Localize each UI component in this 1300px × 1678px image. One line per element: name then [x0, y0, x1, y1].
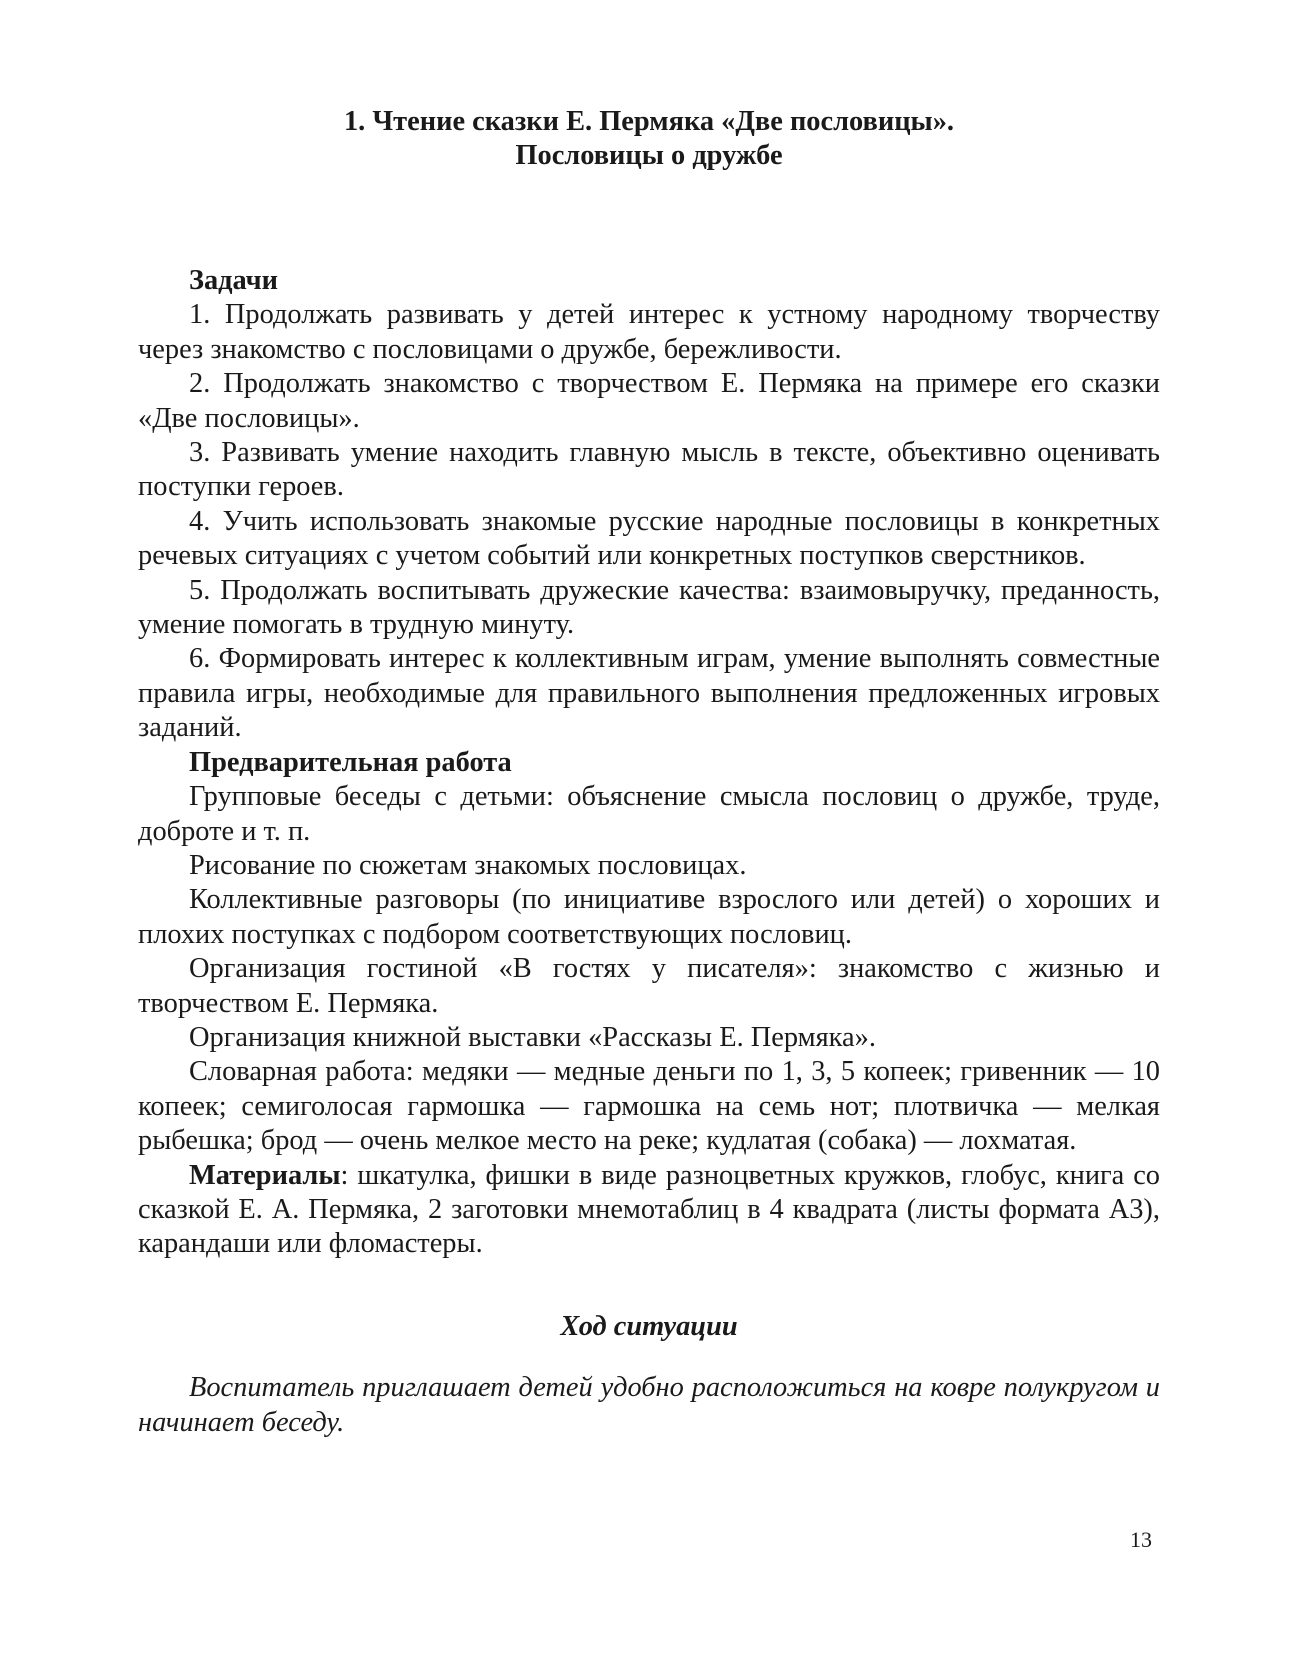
task-item-2: 2. Продолжать знакомство с творчеством Е. Пермяка на примере его сказки «Две пословицы».: [138, 368, 1160, 434]
page-title: [138, 105, 1160, 173]
task-item-1: 1. Продолжать развивать у детей интерес к устному народному творчеству через знакомство с пословицами о дружбе, бережливости.: [138, 299, 1160, 365]
preliminary-item-5: Организация книжной выставки «Рассказы Е. Пермяка».: [189, 1021, 876, 1053]
page-number: 13: [1130, 1527, 1152, 1552]
preliminary-item-1: Групповые беседы с детьми: объяснение смысла пословиц о дружбе, труде, доброте и т. п.: [138, 781, 1160, 847]
preliminary-item-4: Организация гостиной «В гостях у писателя»: знакомство с жизнью и творчеством Е. Пермяка.: [138, 953, 1160, 1019]
preliminary-item-6: Словарная работа: медяки — медные деньги по 1, 3, 5 копеек; гривенник — 10 копеек; семиголосая гармошка — гармошка на семь нот; плотвичка — мелкая рыбешка; брод — очень мелкое место на реке; кудлатая (собака) — лохматая.: [138, 1056, 1160, 1157]
task-item-6: 6. Формировать интерес к коллективным играм, умение выполнять совместные правила игры, необходимые для правильного выполнения предложенных игровых заданий.: [138, 643, 1160, 744]
document-page: [138, 105, 1160, 1440]
procedure-intro: Воспитатель приглашает детей удобно расположиться на ковре полукругом и начинает беседу.: [138, 1372, 1160, 1438]
task-item-5: 5. Продолжать воспитывать дружеские качества: взаимовыручку, преданность, умение помогать в трудную минуту.: [138, 574, 1160, 641]
tasks-heading: Задачи: [189, 265, 278, 296]
title-line-1: 1. Чтение сказки Е. Пермяка «Две пословицы».: [343, 106, 955, 137]
title-line-2: Пословицы о дружбе: [515, 140, 783, 171]
materials-paragraph: [138, 1159, 1160, 1262]
materials-label: Материалы: [189, 1159, 341, 1191]
procedure-heading: Ход ситуации: [560, 1310, 738, 1342]
preliminary-item-2: Рисование по сюжетам знакомых пословицах.: [189, 849, 747, 881]
task-item-3: 3. Развивать умение находить главную мысль в тексте, объективно оценивать поступки героев.: [138, 437, 1160, 503]
materials-text: : шкатулка, фишки в виде разноцветных кружков, глобус, книга со сказкой Е. А. Пермяка, 2 заготовки мнемотаблиц в 4 квадрата (листы формата А3), карандаши или фломастеры.: [138, 1159, 1160, 1260]
preliminary-section: [138, 746, 1160, 1159]
preliminary-heading: Предварительная работа: [189, 746, 512, 778]
task-item-4: 4. Учить использовать знакомые русские народные пословицы в конкретных речевых ситуациях с учетом событий или конкретных поступков сверстников.: [138, 505, 1160, 572]
preliminary-item-3: Коллективные разговоры (по инициативе взрослого или детей) о хороших и плохих поступках с подбором соответствующих пословиц.: [138, 884, 1160, 950]
tasks-section: [138, 264, 1160, 746]
